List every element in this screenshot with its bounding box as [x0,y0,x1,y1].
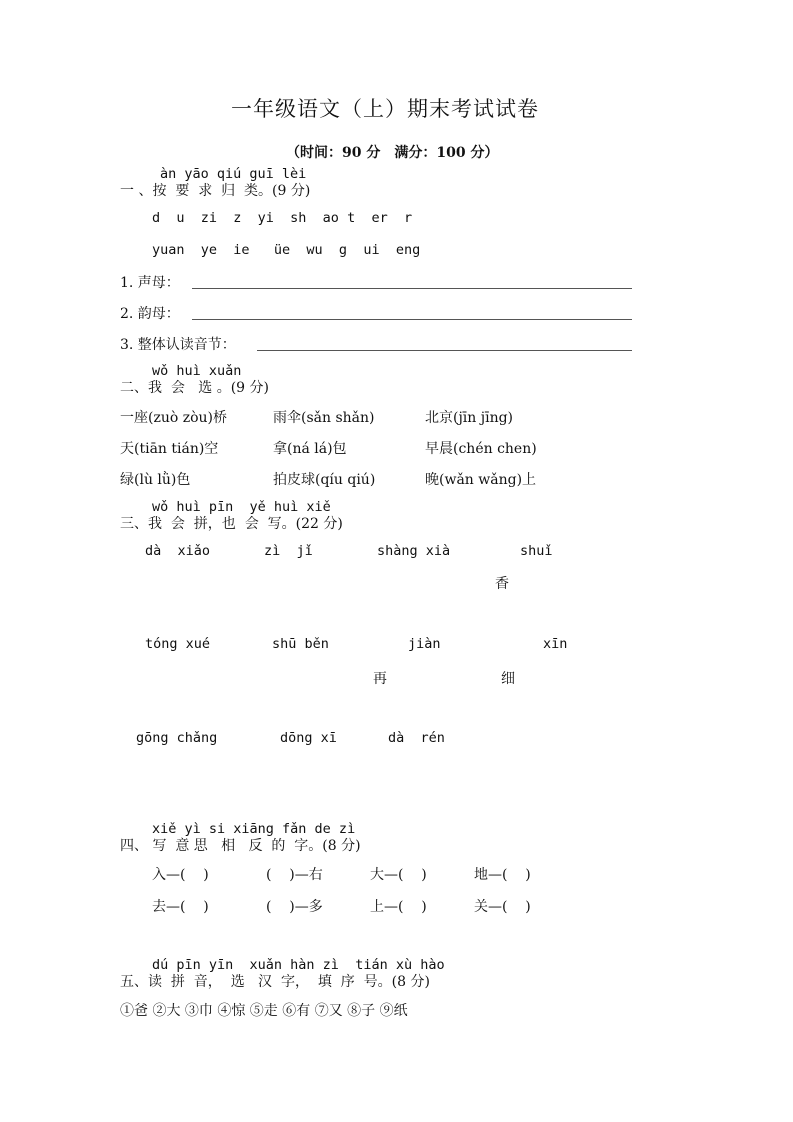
q2-label: 2. 韵母： [120,306,180,322]
character-options: ①爸 ②大 ③巾 ④惊 ⑤走 ⑥有 ⑦又 ⑧子 ⑨纸 [120,1003,408,1019]
pinyin-word: dà rén [388,730,445,746]
choice-item[interactable]: 天(tiān tián)空 [120,441,219,457]
choice-item[interactable]: 早晨(chén chen) [425,441,537,457]
choice-item[interactable]: 雨伞(sǎn shǎn) [273,410,375,426]
section4-heading: 四、 写 意 思 相 反 的 字。(8 分) [120,838,361,854]
section2-heading: 二、我 会 选 。(9 分) [120,380,269,396]
given-character: 香 [495,576,509,592]
given-character: 再 [373,671,387,687]
choice-item[interactable]: 拍皮球(qíu qiú) [273,472,376,488]
section5-pinyin: dú pīn yīn xuǎn hàn zì tián xù hào [152,957,445,973]
pinyin-word: shuǐ [520,543,553,559]
antonym-blank[interactable]: 关—( ) [474,899,531,915]
section5-heading: 五、读 拼 音， 选 汉 字， 填 序 号。(8 分) [120,974,430,990]
pinyin-word: gōng chǎng [136,730,218,746]
q3-answer-line[interactable] [257,350,632,351]
antonym-blank[interactable]: ( )—右 [266,867,323,883]
q1-answer-line[interactable] [192,288,632,289]
pinyin-word: xīn [543,636,568,652]
section2-pinyin: wǒ huì xuǎn [152,363,242,379]
antonym-blank[interactable]: 去—( ) [152,899,209,915]
given-character: 细 [501,671,515,687]
q1-label: 1. 声母： [120,275,180,291]
pinyin-word: jiàn [408,636,441,652]
section4-pinyin: xiě yì si xiāng fǎn de zì [152,821,356,837]
q2-answer-line[interactable] [192,319,632,320]
section1-pinyin: àn yāo qiú guī lèi [160,166,307,182]
exam-info: （时间：90 分 满分：100 分） [286,145,499,161]
pinyin-word: dà xiǎo [145,543,211,559]
section3-heading: 三、我 会 拼，也 会 写。(22 分) [120,516,343,532]
choice-item[interactable]: 拿(ná lá)包 [273,441,347,457]
page-title: 一年级语文（上）期末考试试卷 [231,97,539,121]
pinyin-word: zì jǐ [264,543,313,559]
pinyin-word: shàng xià [377,543,451,559]
antonym-blank[interactable]: 大—( ) [370,867,427,883]
antonym-blank[interactable]: 上—( ) [370,899,427,915]
q3-label: 3. 整体认读音节： [120,337,236,353]
choice-item[interactable]: 晚(wǎn wǎng)上 [425,472,537,488]
choice-item[interactable]: 绿(lù lǜ)色 [120,472,191,488]
antonym-blank[interactable]: 入—( ) [152,867,209,883]
pinyin-word: shū běn [272,636,329,652]
section1-row1: d u zi z yi sh ao t er r [152,210,413,226]
choice-item[interactable]: 北京(jīn jīng) [425,410,514,426]
section1-heading: 一 、按 要 求 归 类。(9 分) [120,183,311,199]
pinyin-word: tóng xué [145,636,211,652]
choice-item[interactable]: 一座(zuò zòu)桥 [120,410,228,426]
antonym-blank[interactable]: 地—( ) [474,867,531,883]
section1-row2: yuan ye ie üe wu g ui eng [152,242,421,258]
pinyin-word: dōng xī [280,730,337,746]
antonym-blank[interactable]: ( )—多 [266,899,323,915]
section3-pinyin: wǒ huì pīn yě huì xiě [152,499,331,515]
